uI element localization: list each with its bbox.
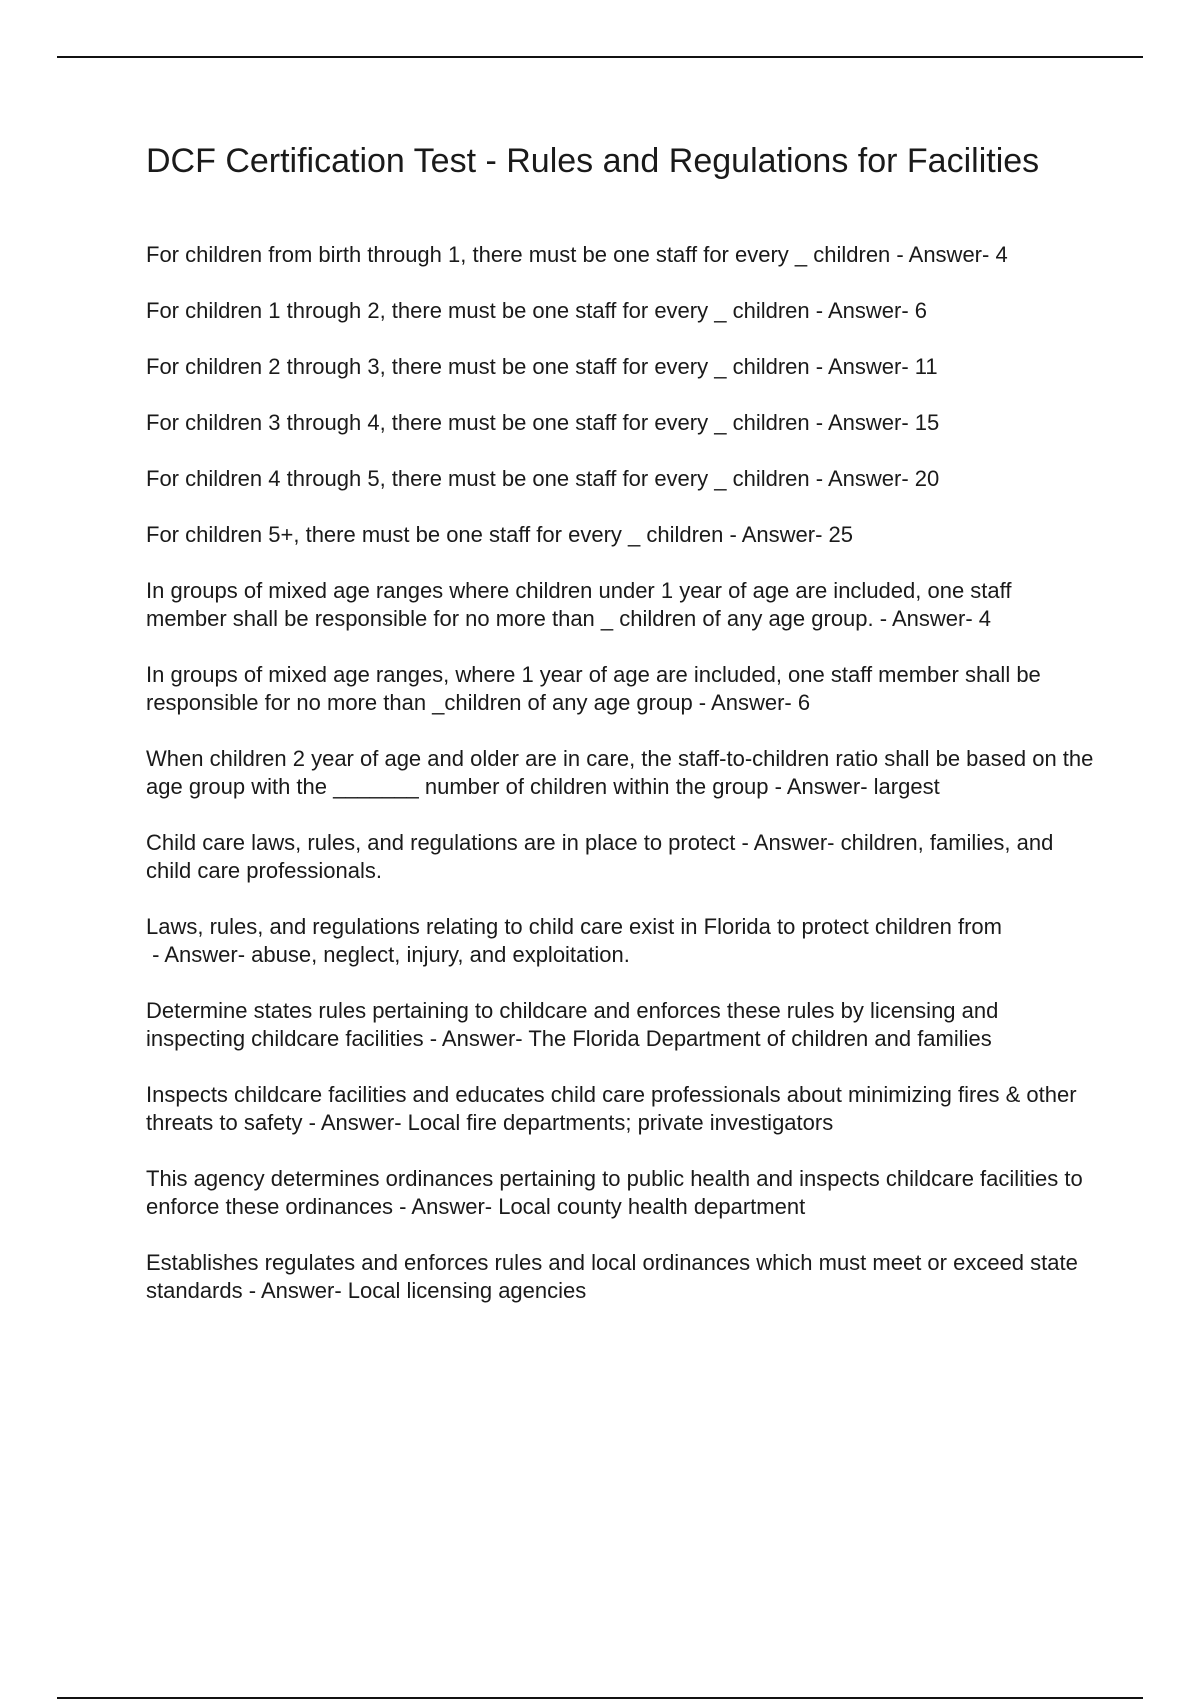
answer-text: Answer- The Florida Department of children and families	[441, 1026, 992, 1051]
top-rule	[57, 56, 1143, 58]
answer-text: Answer- 4	[892, 606, 992, 631]
qa-item: In groups of mixed age ranges, where 1 year of age are included, one staff member shall be responsible for no more than _children of any age group - Answer- 6	[146, 662, 1041, 715]
qa-item: In groups of mixed age ranges where children under 1 year of age are included, one staff member shall be responsible for no more than _ children of any age group. - Answer- 4	[146, 578, 1012, 631]
question-text: Establishes regulates and enforces rules and local ordinances which must meet or exceed state standards	[146, 1250, 1078, 1303]
question-text: For children 4 through 5, there must be one staff for every _ children	[146, 466, 810, 491]
question-text: For children 3 through 4, there must be one staff for every _ children	[146, 410, 810, 435]
answer-text: Answer- 6	[827, 298, 928, 323]
qa-item: Establishes regulates and enforces rules and local ordinances which must meet or exceed state standards - Answer- Local licensing agencies	[146, 1250, 1078, 1303]
answer-text: Answer- 15	[827, 410, 940, 435]
qa-item: For children 5+, there must be one staff for every _ children - Answer- 25	[146, 522, 854, 547]
page-title: DCF Certification Test - Rules and Regulations for Facilities	[146, 142, 1040, 180]
answer-text: Answer- children, families, and child care professionals.	[146, 830, 1054, 883]
qa-item: Child care laws, rules, and regulations are in place to protect - Answer- children, families, and child care professionals.	[146, 830, 1054, 883]
document-body	[146, 140, 1096, 1333]
question-text: For children 1 through 2, there must be one staff for every _ children	[146, 298, 810, 323]
qa-item: For children 4 through 5, there must be one staff for every _ children - Answer- 20	[146, 466, 940, 491]
answer-text: Answer- abuse, neglect, injury, and exploitation.	[164, 942, 630, 967]
bottom-rule	[57, 1697, 1143, 1699]
question-text: Child care laws, rules, and regulations are in place to protect	[146, 830, 736, 855]
qa-item: For children 1 through 2, there must be one staff for every _ children - Answer- 6	[146, 298, 928, 323]
qa-item: When children 2 year of age and older are in care, the staff-to-children ratio shall be based on the age group with the _______ number of children within the group - Answer- largest	[146, 746, 1094, 799]
question-text: Determine states rules pertaining to childcare and enforces these rules by licensing and inspecting childcare facilities	[146, 998, 999, 1051]
qa-item: For children from birth through 1, there must be one staff for every _ children - Answer- 4	[146, 242, 1008, 267]
question-text: For children 2 through 3, there must be one staff for every _ children	[146, 354, 810, 379]
answer-text: Answer- 4	[908, 242, 1008, 267]
qa-item: This agency determines ordinances pertaining to public health and inspects childcare facilities to enforce these ordinances - Answer- Local county health department	[146, 1166, 1083, 1219]
answer-text: Answer- Local licensing agencies	[260, 1278, 587, 1303]
question-text: In groups of mixed age ranges where children under 1 year of age are included, one staff member shall be responsible for no more than _ children of any age group.	[146, 578, 1012, 631]
question-text: This agency determines ordinances pertaining to public health and inspects childcare facilities to enforce these ordinances	[146, 1166, 1083, 1219]
question-text: Laws, rules, and regulations relating to child care exist in Florida to protect children from	[146, 914, 1002, 939]
answer-text: Answer- Local fire departments; private investigators	[320, 1110, 834, 1135]
qa-item: For children 3 through 4, there must be one staff for every _ children - Answer- 15	[146, 410, 940, 435]
answer-text: Answer- 6	[711, 690, 811, 715]
question-text: When children 2 year of age and older are in care, the staff-to-children ratio shall be based on the age group with the _______ number of children within the group	[146, 746, 1094, 799]
qa-item: For children 2 through 3, there must be one staff for every _ children - Answer- 11	[146, 354, 938, 379]
qa-item: Inspects childcare facilities and educates child care professionals about minimizing fires & other threats to safety - Answer- Local fire departments; private investigators	[146, 1082, 1077, 1135]
qa-item: Laws, rules, and regulations relating to child care exist in Florida to protect children from - Answer- abuse, neglect, injury, and exploitation.	[146, 914, 1002, 967]
question-text: For children 5+, there must be one staff for every _ children	[146, 522, 724, 547]
answer-text: Answer- Local county health department	[411, 1194, 806, 1219]
question-text: Inspects childcare facilities and educates child care professionals about minimizing fires & other threats to safety	[146, 1082, 1077, 1135]
answer-text: Answer- largest	[786, 774, 940, 799]
qa-item: Determine states rules pertaining to childcare and enforces these rules by licensing and inspecting childcare facilities - Answer- The Florida Department of children and families	[146, 998, 999, 1051]
question-text: In groups of mixed age ranges, where 1 year of age are included, one staff member shall be responsible for no more than _children of any age group	[146, 662, 1041, 715]
question-text: For children from birth through 1, there must be one staff for every _ children	[146, 242, 891, 267]
answer-text: Answer- 20	[827, 466, 940, 491]
answer-text: Answer- 25	[741, 522, 854, 547]
answer-text: Answer- 11	[827, 354, 938, 379]
